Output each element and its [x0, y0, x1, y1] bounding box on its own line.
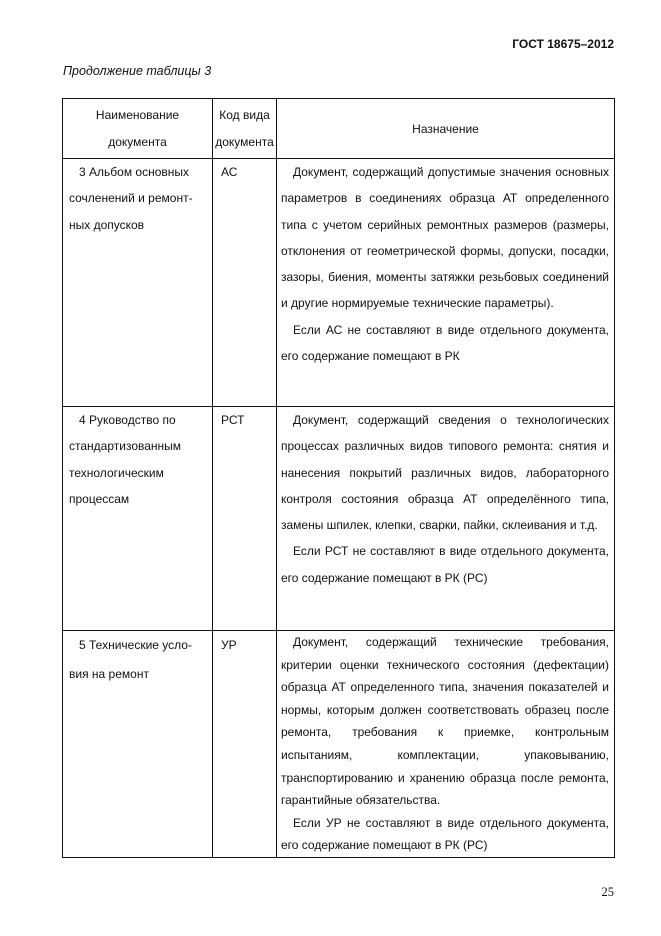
page-number: 25	[601, 885, 614, 899]
header-name-line1: Наименование	[95, 107, 180, 122]
name-line: сочленений и ремонт-	[69, 191, 193, 206]
name-line: 4 Руководство по	[79, 413, 176, 427]
row-code: УР	[213, 631, 277, 858]
header-name	[63, 99, 213, 159]
row-name	[63, 631, 213, 858]
header-name-line2: документа	[108, 134, 167, 149]
purpose-note: Если АС не составляют в виде отдельного документа, его содержание помещают в РК	[281, 322, 609, 364]
row-code: АС	[213, 159, 277, 407]
name-line: вия на ремонт	[69, 667, 149, 681]
name-line: 3 Альбом основных	[79, 165, 189, 179]
table-header-row	[63, 99, 615, 159]
header-code-line2: документа	[215, 134, 274, 149]
name-line: ных допусков	[69, 217, 145, 232]
row-purpose	[277, 631, 615, 858]
documents-table	[62, 98, 615, 858]
name-line: 5 Технические усло-	[79, 638, 192, 652]
table-row	[63, 407, 615, 631]
name-line: технологическим	[69, 465, 164, 480]
purpose-note: Если РСТ не составляют в виде отдельного документа, его содержание помещают в РК (РС)	[281, 544, 609, 585]
name-line: процессам	[69, 491, 130, 506]
header-code-line1: Код вида	[219, 107, 270, 122]
row-purpose	[277, 159, 615, 407]
row-code: РСТ	[213, 407, 277, 631]
header-purpose: Назначение	[277, 99, 615, 159]
row-purpose	[277, 407, 615, 631]
table-row	[63, 159, 615, 407]
table-caption: Продолжение таблицы 3	[63, 64, 212, 78]
purpose-main: Документ, содержащий технические требования, критерии оценки технического состояния (дефектации) образца АТ определенного типа, значения показателей и нормы, которым должен соответствовать образец после ремонта, требования к приемке, контрольным испытаниям, комплектации, упаковыванию, транспортированию и хранению образца после ремонта, гарантийные обязательства.	[281, 635, 609, 808]
name-line: стандартизованным	[69, 439, 182, 454]
purpose-main: Документ, содержащий сведения о технологических процессах различных видов типового ремонта: снятия и нанесения покрытий различных видов, лабораторного контроля состояния образца АТ определённого типа, замены шпилек, клепки, сварки, пайки, склеивания и т.д.	[281, 413, 609, 533]
table-row	[63, 631, 615, 858]
row-name	[63, 159, 213, 407]
purpose-note: Если УР не составляют в виде отдельного документа, его содержание помещают в РК (РС)	[281, 815, 609, 853]
purpose-main: Документ, содержащий допустимые значения основных параметров в соединениях образца АТ определенного типа с учетом серийных ремонтных размеров (размеры, отклонения от геометрической формы, допуски, посадки, зазоры, биения, моменты затяжки резьбовых соединений и другие нормируемые технические параметры).	[281, 165, 609, 311]
header-code	[213, 99, 277, 159]
row-name	[63, 407, 213, 631]
standard-designation: ГОСТ 18675–2012	[512, 37, 614, 51]
